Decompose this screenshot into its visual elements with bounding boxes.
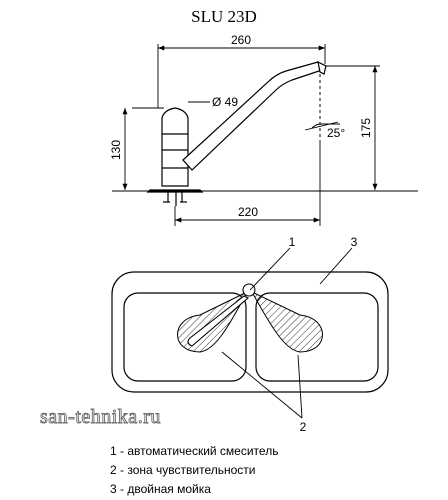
legend-item-zone: 2 - зона чувствительности — [110, 463, 256, 477]
dimension-175: 175 — [359, 117, 373, 139]
watermark: san-tehnika.ru — [40, 406, 161, 428]
callout-3: 3 — [350, 235, 358, 249]
dimension-130: 130 — [109, 139, 123, 161]
dimension-diameter: Ø 49 — [212, 95, 239, 109]
sensitivity-zones — [178, 292, 323, 352]
callout-2: 2 — [299, 420, 307, 434]
legend-item-mixer: 1 - автоматический смеситель — [110, 444, 279, 458]
dimension-220: 220 — [237, 205, 259, 219]
dimension-260: 260 — [230, 33, 252, 47]
legend-item-sink: 3 - двойная мойка — [110, 482, 211, 496]
dimension-angle: 25° — [327, 126, 346, 140]
callout-1: 1 — [288, 235, 296, 249]
sensitivity-zone-right — [252, 292, 323, 352]
legend — [110, 442, 278, 499]
drawing-title: SLU 23D — [191, 7, 257, 26]
